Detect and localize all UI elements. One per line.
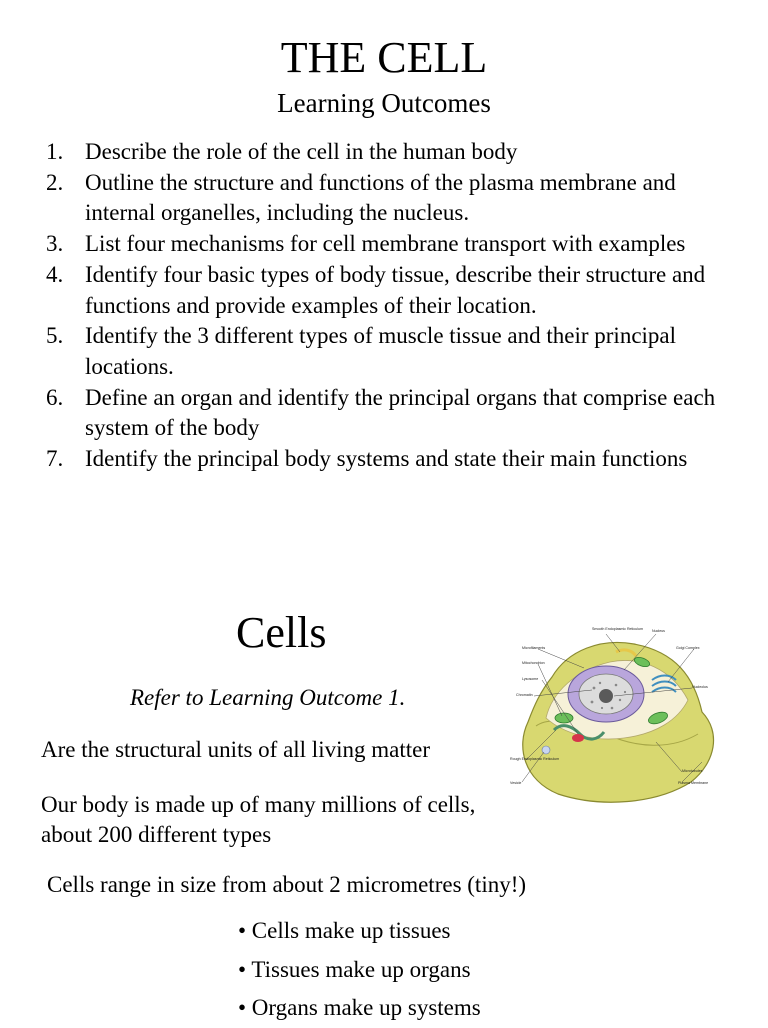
outcome-text: Identify the 3 different types of muscle tissue and their principal locations.: [85, 323, 677, 379]
outcome-number: 1.: [46, 139, 64, 164]
label-nucleolus: Nucleolus: [692, 685, 708, 689]
outcome-text: List four mechanisms for cell membrane transport with examples: [85, 231, 686, 257]
cells-heading: Cells: [236, 608, 327, 657]
label-microtubules: Microtubules: [682, 769, 703, 773]
outcome-item: [40, 229, 730, 260]
label-golgi: Golgi Complex: [676, 646, 700, 650]
outcome-number: 2.: [46, 169, 64, 195]
outcome-item: [40, 444, 730, 475]
outcome-text: Describe the role of the cell in the human body: [85, 139, 518, 164]
label-lysosome: Lysosome: [522, 677, 539, 681]
label-rough-er: Rough Endoplasmic Reticulum: [510, 757, 560, 761]
outcome-number: 7.: [46, 446, 64, 472]
outcome-text: Identify four basic types of body tissue, describe their structure and functions and provide examples of their location.: [85, 261, 706, 318]
cells-paragraph-3: Cells range in size from about 2 micrometres (tiny!): [47, 872, 527, 897]
cells-paragraph-2: Our body is made up of many millions of cells, about 200 different types: [41, 792, 476, 847]
label-vesicle: Vesicle: [510, 781, 522, 785]
label-microfilaments: Microfilaments: [522, 646, 546, 650]
outcome-number: 4.: [46, 261, 64, 287]
hierarchy-item: • Cells make up tissues: [238, 918, 451, 943]
page-subtitle: Learning Outcomes: [277, 88, 491, 118]
page-title: THE CELL: [280, 33, 488, 82]
label-nucleus: Nucleus: [652, 629, 665, 633]
lysosome: [572, 734, 584, 742]
hierarchy-list: [238, 912, 481, 1028]
outcome-text: Identify the principal body systems and state their main functions: [85, 446, 688, 472]
hierarchy-item: • Organs make up systems: [238, 995, 481, 1020]
label-chromatin: Chromatin: [516, 693, 533, 697]
label-mitochondrion: Mitochondrion: [522, 661, 545, 665]
animal-cell-diagram: [506, 622, 722, 804]
label-plasma-membrane: Plasma Membrane: [678, 781, 709, 785]
outcome-item: [40, 137, 730, 168]
cells-paragraph-1: Are the structural units of all living matter: [41, 737, 430, 762]
outcome-text: Define an organ and identify the principal organs that comprise each system of the body: [85, 384, 716, 441]
outcome-number: 3.: [46, 231, 64, 257]
hierarchy-item: • Tissues make up organs: [238, 956, 471, 982]
nucleolus: [599, 689, 613, 703]
label-smooth-er: Smooth Endoplasmic Reticulum: [592, 627, 643, 631]
outcome-item: [40, 383, 730, 444]
outcome-item: [40, 168, 730, 229]
outcome-text: Outline the structure and functions of the plasma membrane and internal organelles, including the nucleus.: [85, 169, 676, 226]
mitochondrion: [555, 713, 573, 723]
outcome-number: 5.: [46, 323, 64, 349]
outcome-item: [40, 260, 730, 321]
outcome-item: [40, 321, 730, 382]
learning-outcomes-list: [40, 137, 730, 475]
refer-note: Refer to Learning Outcome 1.: [130, 685, 406, 710]
outcome-number: 6.: [46, 384, 64, 410]
